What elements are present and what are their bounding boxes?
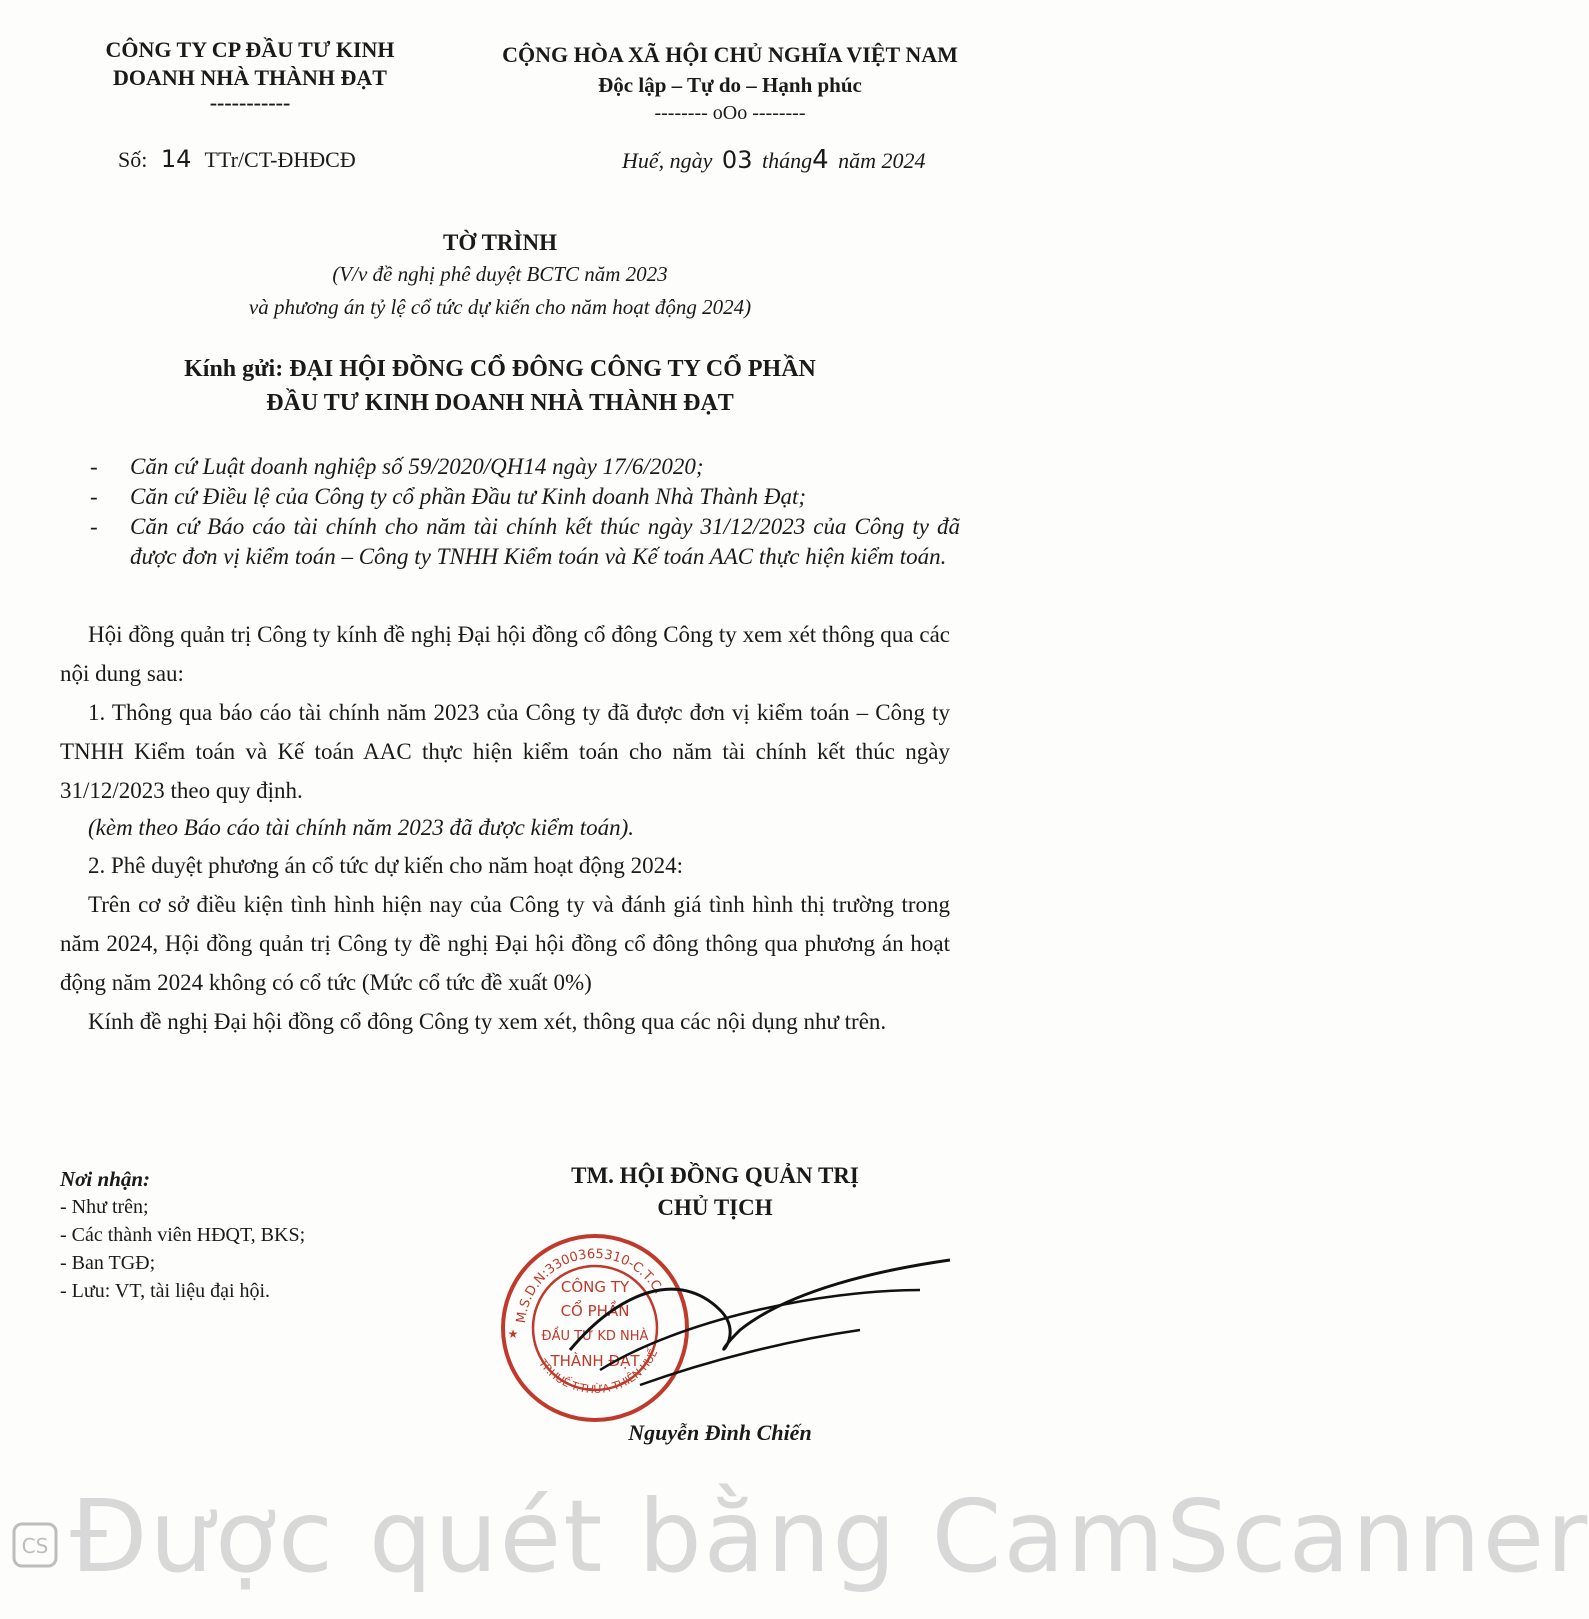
- star-icon: ★: [507, 1327, 519, 1341]
- country-name: CỘNG HÒA XÃ HỘI CHỦ NGHĨA VIỆT NAM: [502, 42, 958, 67]
- document-title: TỜ TRÌNH: [443, 230, 557, 255]
- bullet-dash: -: [90, 454, 98, 479]
- item-2-paragraph: 2. Phê duyệt phương án cổ tức dự kiến cho năm hoạt động 2024:: [88, 853, 684, 878]
- legal-basis-item: [90, 452, 960, 482]
- date-month: 4: [812, 145, 829, 175]
- subtitle-line1: (V/v đề nghị phê duyệt BCTC năm 2023: [332, 262, 668, 286]
- legal-basis-text: Căn cứ Báo cáo tài chính cho năm tài chính kết thúc ngày 31/12/2023 của Công ty đã được đơn vị kiểm toán – Công ty TNHH Kiểm toán và Kế toán AAC thực hiện kiểm toán.: [130, 514, 960, 569]
- company-name-line1: CÔNG TY CP ĐẦU TƯ KINH: [105, 37, 395, 62]
- signature-stroke: [570, 1260, 950, 1350]
- title-block: [100, 230, 900, 324]
- bullet-dash: -: [90, 514, 98, 539]
- number-suffix: TTr/CT-ĐHĐCĐ: [204, 147, 356, 172]
- legal-basis-text: Căn cứ Điều lệ của Công ty cổ phần Đầu tư Kinh doanh Nhà Thành Đạt;: [130, 484, 807, 509]
- distribution-item: - Ban TGĐ;: [60, 1252, 156, 1274]
- national-header: [470, 40, 990, 126]
- document-date: [622, 145, 926, 175]
- addressee: [100, 352, 900, 420]
- seal-line3: ĐẦU TƯ KD NHÀ: [541, 1329, 649, 1344]
- distribution-label: Nơi nhận:: [60, 1167, 151, 1191]
- legal-basis-item: [90, 512, 960, 572]
- legal-bases: [90, 452, 960, 572]
- seal-line2: CỔ PHẦN: [560, 1302, 630, 1320]
- item-2-detail: Trên cơ sở điều kiện tình hình hiện nay của Công ty và đánh giá tình hình thị trường trong năm 2024, Hội đồng quản trị Công ty đề nghị Đại hội đồng cổ đông thông qua phương án hoạt động năm 2024 không có cổ tức (Mức cổ tức đề xuất 0%): [60, 892, 950, 995]
- number-prefix: Số:: [118, 147, 148, 172]
- camscanner-logo-icon: [12, 1522, 58, 1568]
- item-1-note: (kèm theo Báo cáo tài chính năm 2023 đã được kiểm toán).: [88, 815, 635, 840]
- date-prefix: Huế, ngày: [622, 148, 713, 173]
- date-year: năm 2024: [838, 148, 926, 173]
- signature-stroke: [640, 1330, 860, 1385]
- handwritten-signature: [560, 1250, 960, 1400]
- signer-name: Nguyễn Đình Chiến: [628, 1420, 812, 1445]
- intro-paragraph: Hội đồng quản trị Công ty kính đề nghị Đại hội đồng cổ đông Công ty xem xét thông qua các nội dung sau:: [60, 622, 950, 686]
- legal-basis-item: [90, 482, 960, 512]
- addressee-line2: ĐẦU TƯ KINH DOANH NHÀ THÀNH ĐẠT: [266, 390, 734, 416]
- signature-role: CHỦ TỊCH: [657, 1195, 773, 1220]
- scanner-watermark: Được quét bằng CamScanner: [70, 1478, 1589, 1595]
- document-subtitle: [100, 258, 900, 324]
- signature-title: TM. HỘI ĐỒNG QUẢN TRỊ: [571, 1163, 859, 1188]
- document-body: [60, 615, 950, 1041]
- legal-basis-text: Căn cứ Luật doanh nghiệp số 59/2020/QH14 ngày 17/6/2020;: [130, 454, 704, 479]
- signature-stroke: [600, 1290, 920, 1370]
- date-month-label: tháng: [761, 148, 813, 173]
- distribution-item: - Lưu: VT, tài liệu đại hội.: [60, 1280, 271, 1302]
- distribution-item: - Như trên;: [60, 1196, 149, 1218]
- distribution-list: [60, 1165, 480, 1305]
- company-name-line2: DOANH NHÀ THÀNH ĐẠT: [112, 65, 387, 90]
- seal-bottom-text: TP.HUẾ-T.THỪA THIÊN HUẾ: [536, 1347, 661, 1397]
- number-handwritten: 14: [160, 145, 192, 173]
- item-1-paragraph: 1. Thông qua báo cáo tài chính năm 2023 của Công ty đã được đơn vị kiểm toán – Công ty TNHH Kiểm toán và Kế toán AAC thực hiện kiểm toán cho năm tài chính kết thúc ngày 31/12/2023 theo quy định.: [60, 700, 950, 803]
- signature-block: [520, 1160, 910, 1224]
- seal-line1: CÔNG TY: [560, 1278, 630, 1296]
- addressee-line1: Kính gửi: ĐẠI HỘI ĐỒNG CỔ ĐÔNG CÔNG TY CỔ PHẦN: [184, 356, 816, 382]
- bullet-dash: -: [90, 484, 98, 509]
- company-rule: -----------: [209, 90, 291, 115]
- seal-line4: THÀNH ĐẠT: [550, 1352, 640, 1370]
- svg-text:CS: CS: [21, 1534, 49, 1558]
- date-day: 03: [721, 146, 753, 174]
- distribution-item: - Các thành viên HĐQT, BKS;: [60, 1224, 306, 1246]
- closing-paragraph: Kính đề nghị Đại hội đồng cổ đông Công ty xem xét, thông qua các nội dụng như trên.: [88, 1009, 887, 1034]
- national-motto: Độc lập – Tự do – Hạnh phúc: [598, 73, 862, 97]
- document-number: [118, 145, 356, 173]
- company-header: [60, 36, 440, 114]
- seal-ring-text: M.S.D.N:3300365310-C.T.C.: [514, 1246, 667, 1325]
- subtitle-line2: và phương án tỷ lệ cổ tức dự kiến cho năm hoạt động 2024): [248, 295, 752, 319]
- motto-rule: -------- oOo --------: [654, 102, 806, 124]
